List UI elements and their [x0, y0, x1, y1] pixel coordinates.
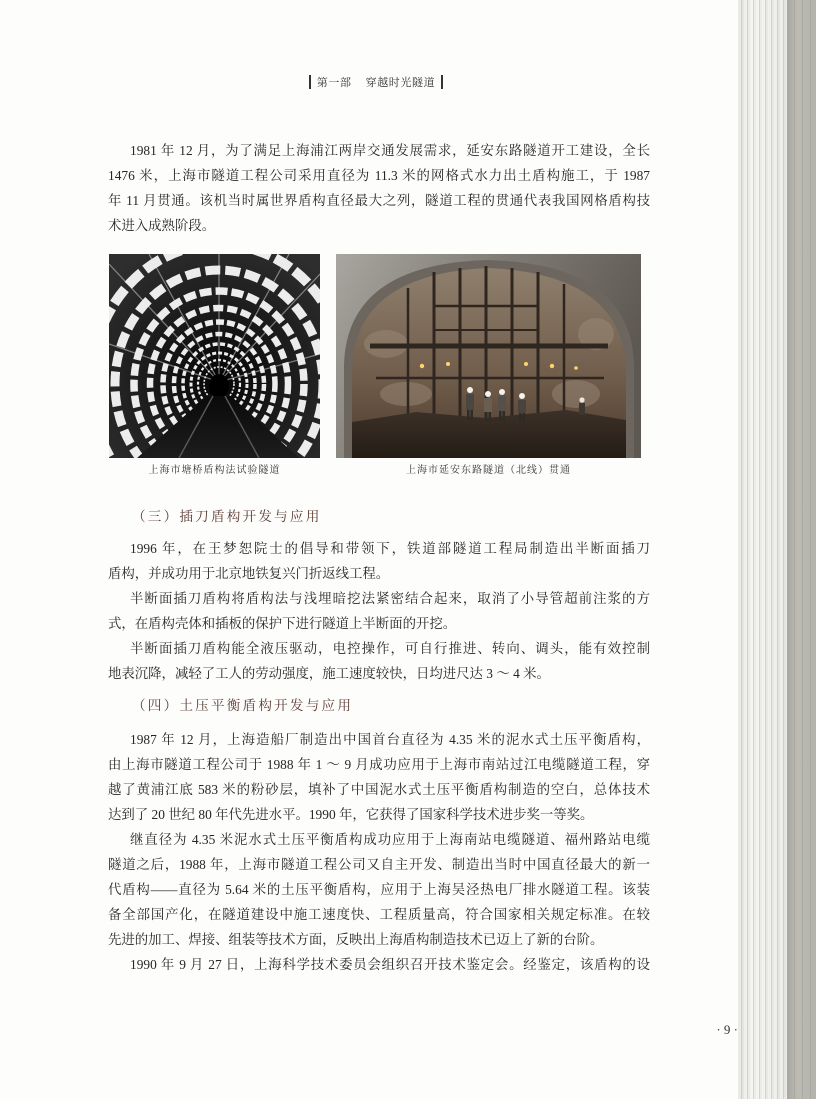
- intro-paragraph: [108, 138, 650, 238]
- header-part: 第一部: [316, 77, 352, 89]
- text-line: 年 11 月贯通。该机当时属世界盾构直径最大之列，隧道工程的贯通代表我国网格盾构技: [108, 192, 650, 208]
- text-line: 由上海市隧道工程公司于 1988 年 1 ～ 9 月成功应用于上海市南站过江电缆隧道工程，穿: [108, 756, 650, 772]
- header-bar-right: [441, 75, 443, 89]
- text-line: 越了黄浦江底 583 米的粉砂层，填补了中国泥水式土压平衡盾构制造的空白，总体技术: [108, 781, 650, 797]
- text-line: 先进的加工、焊接、组装等技术方面，反映出上海盾构制造技术已迈上了新的台阶。: [108, 931, 604, 947]
- text-line: 1981 年 12 月，为了满足上海浦江两岸交通发展需求，延安东路隧道开工建设，全长: [130, 142, 650, 158]
- text-line: 达到了 20 世纪 80 年代先进水平。1990 年，它获得了国家科学技术进步奖一等奖。: [108, 806, 594, 822]
- text-line: 1987 年 12 月，上海造船厂制造出中国首台直径为 4.35 米的泥水式土压平衡盾构，: [130, 731, 650, 747]
- text-line: 地表沉降，减轻了工人的劳动强度，施工速度较快，日均进尺达 3 ～ 4 米。: [108, 665, 550, 681]
- text-line: 半断面插刀盾构将盾构法与浅埋暗挖法紧密结合起来，取消了小导管超前注浆的方: [130, 590, 650, 606]
- photo-caption-right: 上海市延安东路隧道（北线）贯通: [406, 465, 571, 476]
- text-line: 备全部国产化，在隧道建设中施工速度快、工程质量高，符合国家相关规定标准。在较: [108, 906, 650, 922]
- section-4-body: [108, 727, 650, 977]
- page-number: · 9 ·: [716, 1022, 738, 1037]
- text-line: 1476 米，上海市隧道工程公司采用直径为 11.3 米的网格式水力出土盾构施工，于 1987: [108, 167, 650, 183]
- text-line: 盾构，并成功用于北京地铁复兴门折返线工程。: [108, 565, 390, 581]
- photo-tangqiao-test-tunnel: [109, 254, 320, 458]
- running-header: [300, 74, 452, 90]
- photo-yanan-road-tunnel-breakthrough: [336, 254, 641, 458]
- photo-caption-left: 上海市塘桥盾构法试验隧道: [148, 465, 281, 476]
- page-stack-edge: [738, 0, 787, 1099]
- book-cover-edge: [787, 0, 816, 1099]
- text-line: 继直径为 4.35 米泥水式土压平衡盾构成功应用于上海南站电缆隧道、福州路站电缆: [130, 831, 650, 847]
- section-heading-3: （三）插刀盾构开发与应用: [132, 509, 322, 524]
- text-line: 代盾构——直径为 5.64 米的土压平衡盾构，应用于上海吴泾热电厂排水隧道工程。该装: [108, 881, 650, 897]
- header-title: 穿越时光隧道: [365, 77, 436, 89]
- section-heading-4: （四）土压平衡盾构开发与应用: [132, 698, 354, 713]
- text-line: 1990 年 9 月 27 日，上海科学技术委员会组织召开技术鉴定会。经鉴定，该盾构的设: [130, 956, 650, 972]
- text-line: 术进入成熟阶段。: [108, 217, 216, 233]
- text-line: 隧道之后，1988 年，上海市隧道工程公司又自主开发、制造出当时中国直径最大的新一: [108, 856, 650, 872]
- text-line: 式，在盾构壳体和插板的保护下进行隧道上半断面的开挖。: [108, 615, 457, 631]
- text-line: 1996 年，在王梦恕院士的倡导和带领下，铁道部隧道工程局制造出半断面插刀: [130, 540, 650, 556]
- header-bar-left: [309, 75, 311, 89]
- section-3-body: [108, 536, 650, 686]
- text-line: 半断面插刀盾构能全液压驱动，电控操作，可自行推进、转向、调头，能有效控制: [130, 640, 650, 656]
